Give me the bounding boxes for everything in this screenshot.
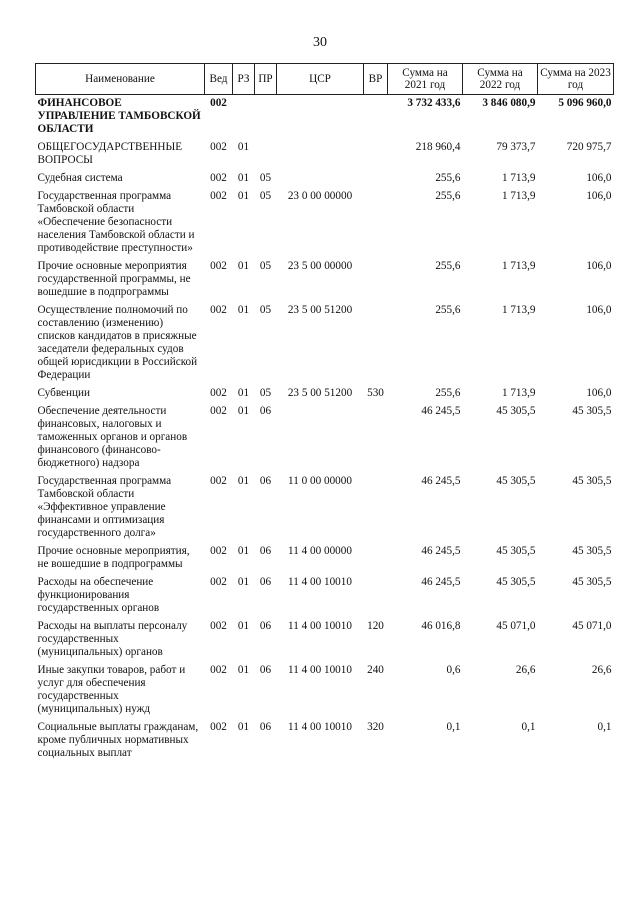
table-row (36, 473, 614, 543)
cell-ved: 002 (210, 172, 227, 184)
cell-rz: 01 (237, 387, 250, 399)
table-row (36, 258, 614, 302)
cell-vr (364, 302, 388, 385)
cell-sum-2021: 46 245,5 (421, 576, 461, 588)
table-row (36, 719, 614, 763)
cell-sum-2022: 45 071,0 (496, 620, 536, 632)
cell-vr (364, 258, 388, 302)
cell-sum-2023: 5 096 960,0 (558, 97, 612, 109)
cell-sum-2022: 45 305,5 (496, 405, 536, 417)
cell-pr (255, 139, 277, 170)
page-number: 30 (313, 35, 327, 50)
cell-csr: 11 4 00 10010 (288, 620, 352, 632)
cell-vr (364, 543, 388, 574)
cell-ved: 002 (210, 97, 227, 109)
cell-csr: 23 0 00 00000 (287, 190, 353, 202)
cell-ved: 002 (210, 721, 227, 733)
cell-ved: 002 (210, 304, 227, 316)
cell-sum-2022: 1 713,9 (501, 260, 536, 272)
cell-sum-2023: 106,0 (586, 304, 612, 316)
cell-name: Осуществление полномочий по составлению (изменению) списков кандидатов в присяжные заседатели федеральных судов общей юрисдикции в Российской Федерации (37, 304, 198, 381)
cell-sum-2021: 255,6 (435, 260, 461, 272)
cell-pr: 06 (259, 405, 272, 417)
cell-sum-2021: 3 732 433,6 (407, 97, 461, 109)
cell-vr (364, 574, 388, 618)
cell-sum-2021: 0,1 (446, 721, 461, 733)
cell-name: Расходы на выплаты персоналу государственных (муниципальных) органов (37, 620, 188, 658)
cell-csr (277, 139, 364, 170)
cell-ved: 002 (210, 576, 227, 588)
cell-sum-2021: 255,6 (435, 304, 461, 316)
cell-rz: 01 (237, 721, 250, 733)
table-row (36, 662, 614, 719)
cell-pr: 05 (259, 190, 272, 202)
cell-sum-2022: 45 305,5 (496, 576, 536, 588)
cell-vr (364, 473, 388, 543)
header-pr: ПР (255, 64, 277, 95)
cell-sum-2023: 0,1 (597, 721, 612, 733)
table-row (36, 95, 614, 140)
cell-vr: 120 (367, 620, 384, 632)
cell-sum-2023: 106,0 (586, 260, 612, 272)
cell-rz: 01 (237, 545, 250, 557)
cell-vr (364, 188, 388, 258)
cell-ved: 002 (210, 387, 227, 399)
cell-rz: 01 (237, 664, 250, 676)
cell-rz: 01 (237, 190, 250, 202)
cell-rz: 01 (237, 304, 250, 316)
cell-name: Судебная система (37, 172, 123, 184)
table-row (36, 574, 614, 618)
cell-name: ФИНАНСОВОЕ УПРАВЛЕНИЕ ТАМБОВСКОЙ ОБЛАСТИ (37, 97, 201, 135)
cell-sum-2022: 79 373,7 (496, 141, 536, 153)
cell-pr: 06 (259, 576, 272, 588)
cell-sum-2021: 46 245,5 (421, 475, 461, 487)
cell-name: Социальные выплаты гражданам, кроме публичных нормативных социальных выплат (37, 721, 199, 759)
table-row (36, 618, 614, 662)
cell-name: Субвенции (37, 387, 90, 399)
table-row (36, 385, 614, 403)
cell-name: ОБЩЕГОСУДАРСТВЕННЫЕ ВОПРОСЫ (37, 141, 183, 166)
cell-ved: 002 (210, 190, 227, 202)
cell-ved: 002 (210, 664, 227, 676)
cell-csr: 11 4 00 10010 (288, 664, 352, 676)
header-sum-2023: Сумма на 2023 год (538, 64, 614, 95)
cell-pr: 06 (259, 620, 272, 632)
cell-pr: 06 (259, 475, 272, 487)
cell-rz: 01 (237, 405, 250, 417)
cell-sum-2022: 0,1 (521, 721, 536, 733)
cell-pr: 06 (259, 721, 272, 733)
header-sum-2021: Сумма на 2021 год (388, 64, 463, 95)
cell-sum-2021: 218 960,4 (415, 141, 461, 153)
table-row (36, 188, 614, 258)
cell-pr: 05 (259, 387, 272, 399)
cell-sum-2023: 45 305,5 (572, 576, 612, 588)
cell-csr: 11 4 00 10010 (288, 721, 352, 733)
cell-csr: 11 4 00 10010 (288, 576, 352, 588)
cell-name: Государственная программа Тамбовской области «Эффективное управление финансами и оптимизация государственного долга» (37, 475, 172, 539)
cell-name: Прочие основные мероприятия, не вошедшие в подпрограммы (37, 545, 190, 570)
table-row (36, 139, 614, 170)
cell-vr (364, 95, 388, 140)
cell-rz: 01 (237, 475, 250, 487)
cell-rz: 01 (237, 260, 250, 272)
cell-sum-2022: 45 305,5 (496, 475, 536, 487)
cell-sum-2021: 255,6 (435, 190, 461, 202)
cell-vr (364, 139, 388, 170)
table-header-row (36, 64, 614, 95)
header-rz: РЗ (233, 64, 255, 95)
cell-sum-2023: 106,0 (586, 190, 612, 202)
cell-ved: 002 (210, 620, 227, 632)
header-name: Наименование (36, 64, 205, 95)
cell-pr: 05 (259, 304, 272, 316)
cell-sum-2023: 106,0 (586, 172, 612, 184)
cell-pr: 05 (259, 260, 272, 272)
cell-name: Прочие основные мероприятия государственной программы, не вошедшие в подпрограммы (37, 260, 191, 298)
cell-sum-2022: 1 713,9 (501, 172, 536, 184)
cell-csr (277, 170, 364, 188)
cell-sum-2021: 46 245,5 (421, 405, 461, 417)
cell-sum-2023: 720 975,7 (566, 141, 612, 153)
cell-name: Обеспечение деятельности финансовых, налоговых и таможенных органов и органов финансового (финансово-бюджетного) надзора (37, 405, 188, 469)
cell-ved: 002 (210, 545, 227, 557)
budget-table (35, 63, 614, 763)
cell-csr: 23 5 00 00000 (287, 260, 353, 272)
cell-sum-2022: 3 846 080,9 (482, 97, 536, 109)
cell-csr (277, 403, 364, 473)
cell-name: Расходы на обеспечение функционирования государственных органов (37, 576, 160, 614)
cell-pr: 05 (259, 172, 272, 184)
cell-sum-2022: 1 713,9 (501, 190, 536, 202)
cell-sum-2023: 45 305,5 (572, 405, 612, 417)
cell-sum-2023: 26,6 (591, 664, 612, 676)
cell-sum-2021: 255,6 (435, 172, 461, 184)
cell-rz: 01 (237, 620, 250, 632)
cell-csr: 11 4 00 00000 (288, 545, 352, 557)
cell-sum-2022: 26,6 (515, 664, 536, 676)
cell-sum-2022: 1 713,9 (501, 387, 536, 399)
cell-csr: 23 5 00 51200 (287, 304, 353, 316)
cell-vr: 320 (367, 721, 384, 733)
cell-csr (277, 95, 364, 140)
cell-sum-2023: 45 305,5 (572, 545, 612, 557)
cell-sum-2021: 0,6 (446, 664, 461, 676)
cell-sum-2023: 45 305,5 (572, 475, 612, 487)
header-csr: ЦСР (277, 64, 364, 95)
cell-pr: 06 (259, 545, 272, 557)
cell-sum-2021: 46 016,8 (421, 620, 461, 632)
table-body (36, 95, 614, 764)
header-ved: Вед (205, 64, 233, 95)
cell-vr: 530 (367, 387, 384, 399)
cell-csr: 23 5 00 51200 (287, 387, 353, 399)
cell-ved: 002 (210, 141, 227, 153)
cell-pr (255, 95, 277, 140)
cell-rz: 01 (237, 172, 250, 184)
cell-csr: 11 0 00 00000 (288, 475, 352, 487)
cell-rz: 01 (237, 141, 250, 153)
table-row (36, 543, 614, 574)
cell-vr: 240 (367, 664, 384, 676)
cell-ved: 002 (210, 260, 227, 272)
header-sum-2022: Сумма на 2022 год (463, 64, 538, 95)
cell-vr (364, 403, 388, 473)
cell-ved: 002 (210, 475, 227, 487)
cell-sum-2022: 45 305,5 (496, 545, 536, 557)
cell-sum-2022: 1 713,9 (501, 304, 536, 316)
cell-sum-2021: 46 245,5 (421, 545, 461, 557)
table-row (36, 302, 614, 385)
cell-rz: 01 (237, 576, 250, 588)
table-row (36, 170, 614, 188)
cell-ved: 002 (210, 405, 227, 417)
cell-name: Государственная программа Тамбовской области «Обеспечение безопасности населения Тамбовской области и противодействие преступности» (37, 190, 195, 254)
cell-sum-2021: 255,6 (435, 387, 461, 399)
header-vr: ВР (364, 64, 388, 95)
cell-sum-2023: 45 071,0 (572, 620, 612, 632)
cell-pr: 06 (259, 664, 272, 676)
cell-vr (364, 170, 388, 188)
table-row (36, 403, 614, 473)
cell-rz (233, 95, 255, 140)
cell-name: Иные закупки товаров, работ и услуг для обеспечения государственных (муниципальных) нужд (37, 664, 186, 715)
cell-sum-2023: 106,0 (586, 387, 612, 399)
